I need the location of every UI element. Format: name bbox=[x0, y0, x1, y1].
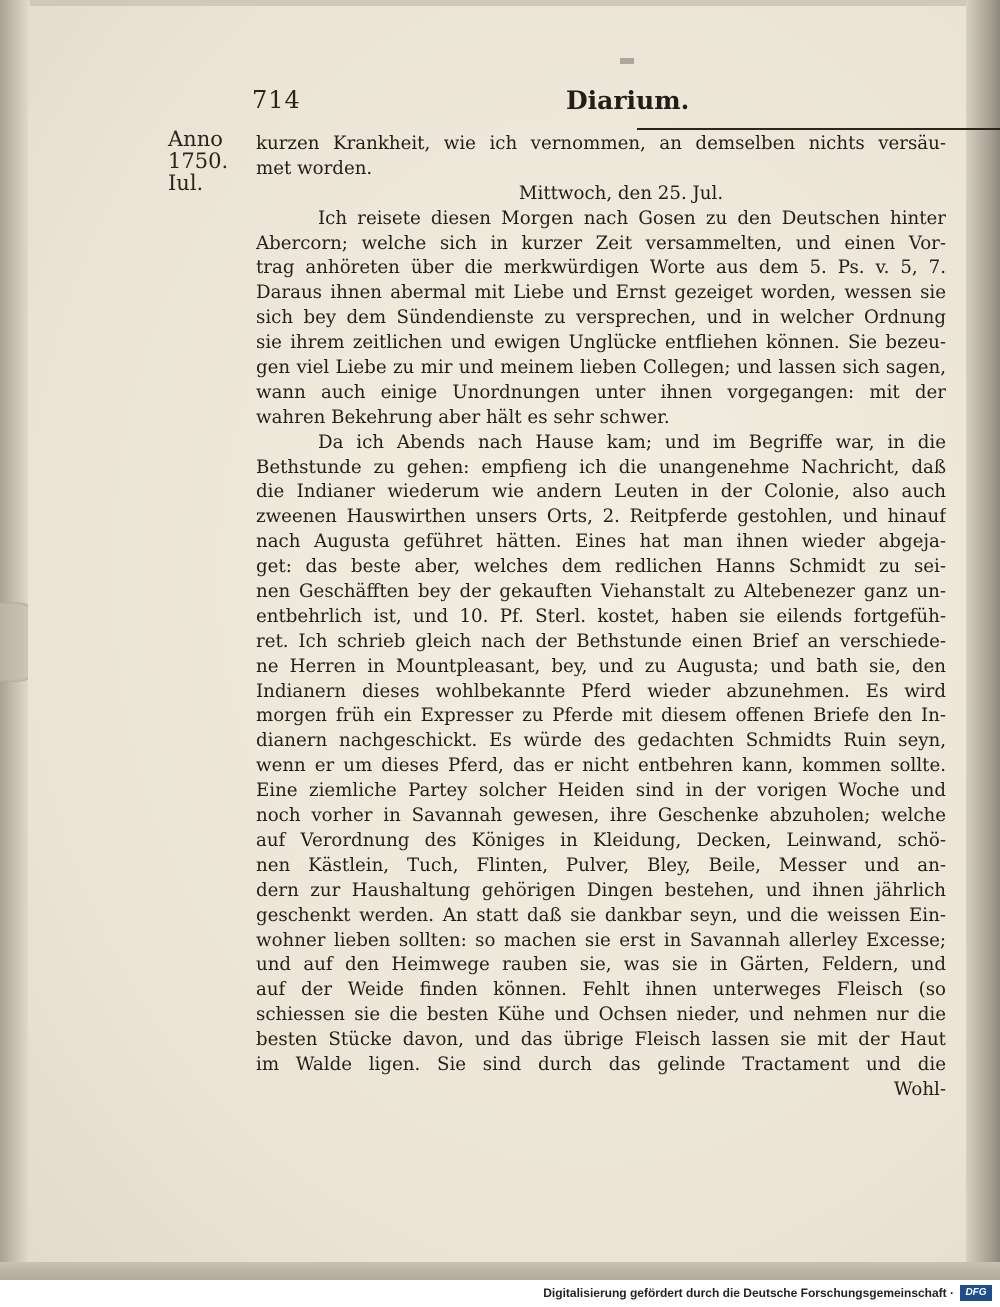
text-line: und auf den Heimwege rauben sie, was sie in Gärten, Feldern, und bbox=[256, 954, 946, 976]
margin-note bbox=[168, 128, 248, 194]
text-line: ret. Ich schrieb gleich nach der Bethstunde einen Brief an verschiede- bbox=[256, 630, 946, 652]
text-line: ne Herren in Mountpleasant, bey, und zu Augusta; und bath sie, den bbox=[256, 655, 946, 677]
header-rule bbox=[637, 128, 1000, 130]
text-line: met worden. bbox=[256, 157, 373, 179]
text-line: geschenkt werden. An statt daß sie dankbar seyn, und die weissen Ein- bbox=[256, 904, 946, 926]
page-number: 714 bbox=[252, 86, 301, 114]
footer-credit: Digitalisierung gefördert durch die Deutsche Forschungsgemeinschaft · bbox=[543, 1286, 954, 1300]
text-line: wohner lieben sollten: so machen sie erst in Savannah allerley Excesse; bbox=[256, 929, 946, 951]
text-line: besten Stücke davon, und das übrige Fleisch lassen sie mit der Haut bbox=[256, 1029, 946, 1051]
text-line: nen Geschäfften bey der gekauften Viehanstalt zu Altebenezer ganz un- bbox=[256, 581, 946, 603]
text-line: get: das beste aber, welches dem redlichen Hanns Schmidt zu sei- bbox=[256, 556, 946, 578]
text-line: Da ich Abends nach Hause kam; und im Begriffe war, in die bbox=[318, 431, 946, 453]
dfg-logo: DFG bbox=[960, 1285, 992, 1301]
text-line: auf der Weide finden können. Fehlt ihnen unterweges Fleisch (so bbox=[256, 979, 946, 1001]
margin-note-year: 1750. bbox=[168, 149, 229, 173]
text-line: gen viel Liebe zu mir und meinem lieben Collegen; und lassen sich sagen, bbox=[256, 357, 946, 379]
text-line: wenn er um dieses Pferd, das er nicht entbehren kann, kommen sollte. bbox=[256, 755, 946, 777]
text-line: dianern nachgeschickt. Es würde des gedachten Schmidts Ruin seyn, bbox=[256, 730, 946, 752]
text-line: nach Augusta geführet hätten. Eines hat man ihnen wieder abgeja- bbox=[256, 531, 946, 553]
text-line: Wohl- bbox=[893, 1078, 946, 1100]
running-title: Diarium. bbox=[566, 86, 690, 115]
body-text bbox=[256, 132, 946, 1103]
text-line: Ich reisete diesen Morgen nach Gosen zu den Deutschen hinter bbox=[318, 207, 946, 229]
text-line: im Walde ligen. Sie sind durch das gelinde Tractament und die bbox=[256, 1053, 946, 1075]
margin-note-year-label: Anno bbox=[168, 127, 223, 151]
text-line: sie ihrem zeitlichen und ewigen Unglücke entfliehen können. Sie bezeu- bbox=[256, 332, 946, 354]
text-line: noch vorher in Savannah gewesen, ihre Geschenke abzuholen; welche bbox=[256, 805, 946, 827]
text-line: entbehrlich ist, und 10. Pf. Sterl. kostet, haben sie eilends fortgefüh- bbox=[256, 605, 946, 627]
running-header bbox=[252, 86, 942, 122]
text-line: sich bey dem Sündendienste zu versprechen, und in welcher Ordnung bbox=[256, 307, 946, 329]
text-line: morgen früh ein Expresser zu Pferde mit diesem offenen Briefe den In- bbox=[256, 705, 946, 727]
text-line: Eine ziemliche Partey solcher Heiden sind in der vorigen Woche und bbox=[256, 780, 946, 802]
text-line: dern zur Haushaltung gehörigen Dingen bestehen, und ihnen jährlich bbox=[256, 879, 946, 901]
ink-smudge bbox=[620, 58, 634, 64]
digitization-footer bbox=[0, 1280, 1000, 1307]
text-line: wahren Bekehrung aber hält es sehr schwer. bbox=[256, 406, 670, 428]
text-line: auf Verordnung des Königes in Kleidung, Decken, Leinwand, schö- bbox=[256, 829, 946, 851]
text-line: kurzen Krankheit, wie ich vernommen, an demselben nichts versäu- bbox=[256, 133, 946, 154]
text-line: die Indianer wiederum wie andern Leuten in der Colonie, also auch bbox=[256, 481, 946, 503]
text-line: wann auch einige Unordnungen unter ihnen vorgegangen: mit der bbox=[256, 381, 946, 403]
text-line: Abercorn; welche sich in kurzer Zeit versammelten, und einen Vor- bbox=[256, 232, 946, 254]
page-stack-edge bbox=[966, 0, 1000, 1280]
text-line: Bethstunde zu gehen: empfieng ich die unangenehme Nachricht, daß bbox=[256, 456, 946, 478]
text-line: trag anhöreten über die merkwürdigen Worte aus dem 5. Ps. v. 5, 7. bbox=[256, 257, 946, 279]
bottom-page-edge bbox=[0, 1262, 1000, 1280]
text-line: nen Kästlein, Tuch, Flinten, Pulver, Bley, Beile, Messer und an- bbox=[256, 854, 946, 876]
text-line: Indianern dieses wohlbekannte Pferd wieder abzunehmen. Es wird bbox=[256, 680, 946, 702]
text-line: Mittwoch, den 25. Jul. bbox=[518, 182, 724, 204]
text-line: Daraus ihnen abermal mit Liebe und Ernst gezeiget worden, wessen sie bbox=[256, 282, 946, 304]
text-line: zweenen Hauswirthen unsers Orts, 2. Reitpferde gestohlen, und hinauf bbox=[256, 506, 946, 528]
margin-note-month: Iul. bbox=[168, 171, 204, 195]
text-line: schiessen sie die besten Kühe und Ochsen nieder, und nehmen nur die bbox=[256, 1004, 946, 1026]
